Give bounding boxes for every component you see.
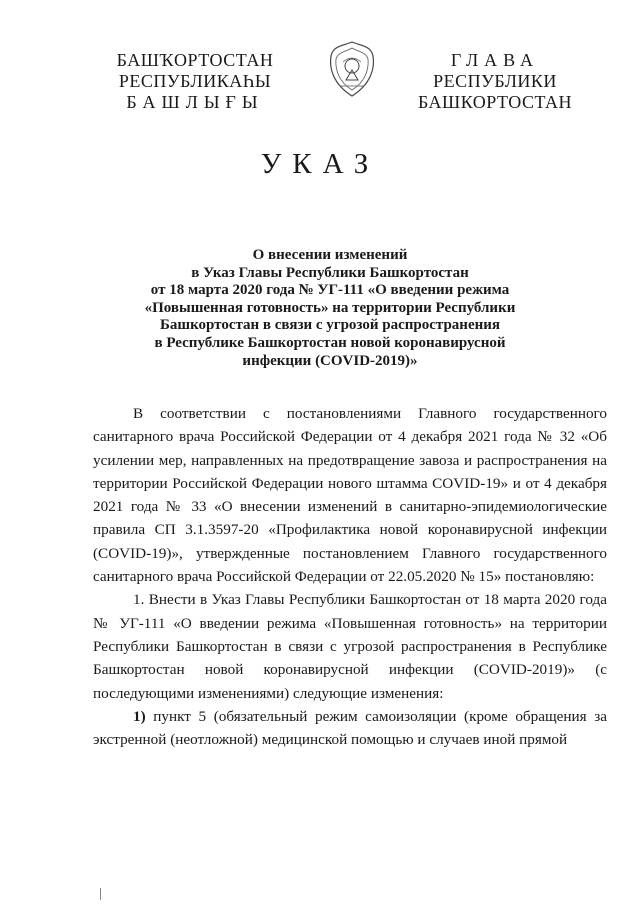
header-left-line-3: БАШЛЫҒЫ xyxy=(126,92,264,112)
decree-body xyxy=(93,402,607,751)
header-left-block xyxy=(95,50,295,113)
subject-line-4: «Повышенная готовность» на территории Республики xyxy=(144,299,516,316)
paragraph-item-1: 1. Внести в Указ Главы Республики Башкортостан от 18 марта 2020 года № УГ-111 «О введении режима «Повышенная готовность» на территории Республики Башкортостан в связи с угрозой распространения в Республике Башкортостан новой коронавирусной инфекции (COVID-2019)» (с последующими изменениями) следующие изменения: xyxy=(93,591,607,702)
subject-line-7: инфекции (COVID-2019)» xyxy=(242,352,418,369)
header-left-line-2: РЕСПУБЛИКАҺЫ xyxy=(118,71,272,91)
header-right-line-1: ГЛАВА xyxy=(450,50,540,70)
scan-edge-mark xyxy=(100,888,103,900)
subitem-number: 1) xyxy=(133,707,146,725)
subject-line-3: от 18 марта 2020 года № УГ-111 «О введении режима xyxy=(150,282,510,299)
header-left-line-1: БАШҠОРТОСТАН xyxy=(116,50,274,70)
paragraph-preamble: В соответствии с постановлениями Главного государственного санитарного врача Российской Федерации от 4 декабря 2021 года № 32 «Об усилении мер, направленных на предотвращение завоза и распространения на территории Российской Федерации нового штамма COVID-19» и от 4 декабря 2021 года № 33 «О внесении изменений в санитарно-эпидемиологические правила СП 3.1.3597-20 «Профилактика новой коронавирусной инфекции (COVID-19)», утвержденные постановлением Главного государственного санитарного врача Российской Федерации от 22.05.2020 № 15» постановляю: xyxy=(93,405,607,586)
subject-line-2: в Указ Главы Республики Башкортостан xyxy=(191,264,469,281)
coat-of-arms-icon xyxy=(327,40,377,100)
header-right-line-3: БАШКОРТОСТАН xyxy=(417,92,573,112)
subject-line-6: в Республике Башкортостан новой коронавирусной xyxy=(154,334,506,351)
subject-line-5: Башкортостан в связи с угрозой распространения xyxy=(159,317,501,334)
header-right-line-2: РЕСПУБЛИКИ xyxy=(433,71,557,91)
paragraph-subitem-1 xyxy=(93,705,607,752)
document-title: УКАЗ xyxy=(260,148,380,180)
header-right-block xyxy=(410,50,580,113)
subject-line-1: О внесении изменений xyxy=(252,247,408,263)
decree-subject xyxy=(100,247,560,370)
subitem-text: пункт 5 (обязательный режим самоизоляции (кроме обращения за экстренной (неотложной) медицинской помощью и случаев иной прямой xyxy=(93,707,607,749)
